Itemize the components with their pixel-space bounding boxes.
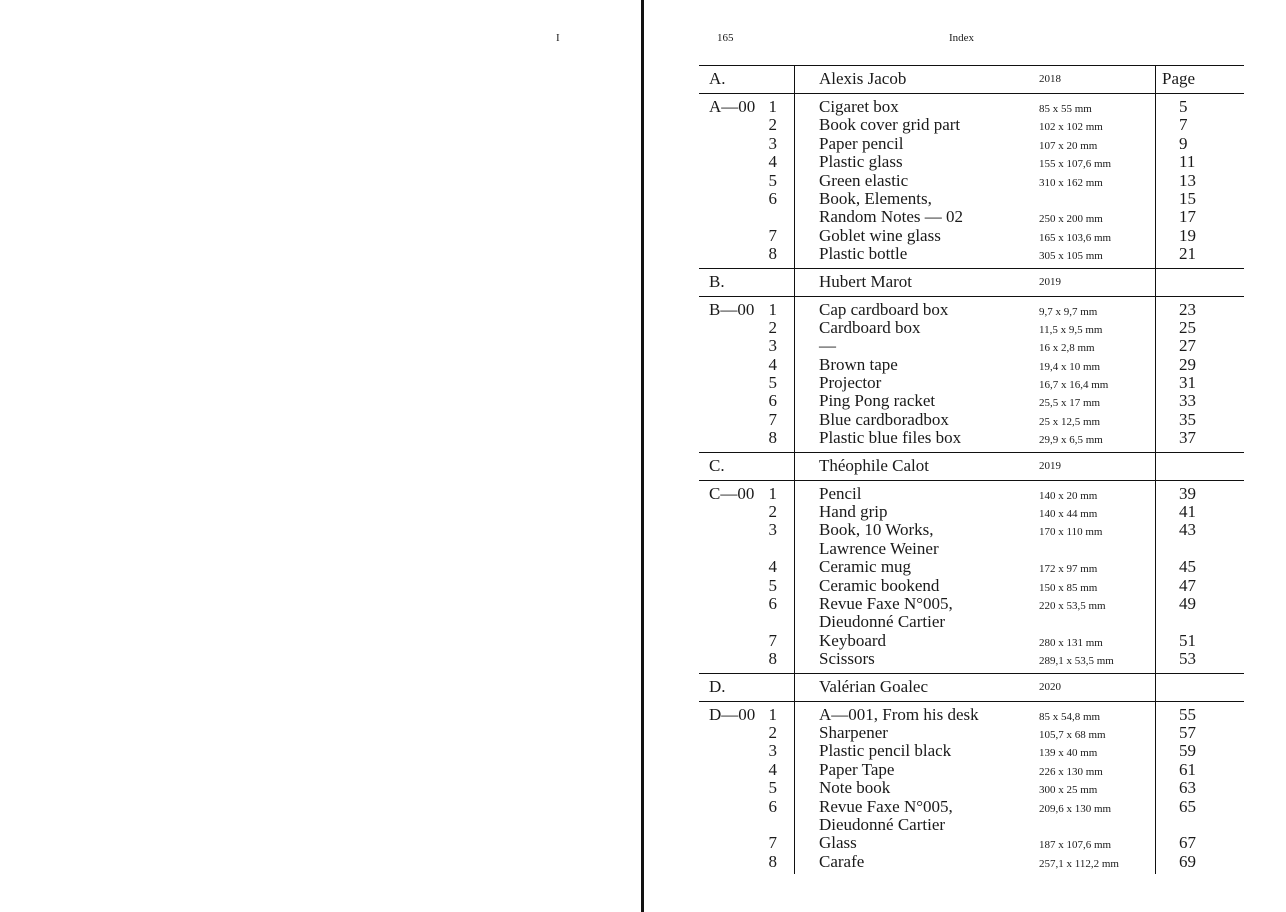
entry-line (699, 135, 1244, 153)
entry-line (699, 116, 1244, 134)
entry-title: Dieudonné Cartier (819, 612, 946, 632)
entry-number: 1 (768, 483, 777, 503)
entry-code: C—00 (709, 483, 755, 503)
entry-number: 4 (768, 152, 777, 172)
entry-dimensions: 170 x 110 mm (1039, 526, 1103, 539)
entry-line (699, 761, 1244, 779)
index-entry (699, 411, 1244, 429)
entry-title: Book, Elements, (819, 188, 932, 208)
entry-title: Carafe (819, 851, 865, 871)
entry-number: 5 (768, 373, 777, 393)
section-year: 2019 (1039, 275, 1061, 288)
entry-line (699, 98, 1244, 116)
index-table (699, 65, 1244, 875)
entry-page-number: 57 (1179, 722, 1196, 742)
entry-line (699, 356, 1244, 374)
entry-page-number: 53 (1179, 649, 1196, 669)
index-entry (699, 742, 1244, 760)
entry-page-number: 35 (1179, 409, 1196, 429)
entry-dimensions: 257,1 x 112,2 mm (1039, 857, 1119, 870)
entry-line (699, 429, 1244, 447)
entry-line (699, 650, 1244, 668)
section-year: 2020 (1039, 680, 1061, 693)
entry-number: 3 (768, 741, 777, 761)
section-header (699, 673, 1244, 702)
entry-line (699, 319, 1244, 337)
entry-dimensions: 310 x 162 mm (1039, 176, 1103, 189)
entry-number: 8 (768, 851, 777, 871)
entry-page-number: 61 (1179, 759, 1196, 779)
entry-line (699, 392, 1244, 410)
entry-title: Ceramic mug (819, 557, 912, 577)
entry-dimensions: 140 x 20 mm (1039, 489, 1098, 502)
entry-dimensions: 155 x 107,6 mm (1039, 158, 1112, 171)
entry-dimensions: 140 x 44 mm (1039, 508, 1098, 521)
entry-line (699, 798, 1244, 816)
entry-number: 6 (768, 391, 777, 411)
entry-line (699, 706, 1244, 724)
entry-dimensions: 85 x 55 mm (1039, 103, 1092, 115)
entry-line (699, 577, 1244, 595)
entry-title: Blue cardboradbox (819, 409, 949, 429)
index-entry (699, 392, 1244, 410)
entry-page-number: 13 (1179, 170, 1196, 190)
index-entry (699, 98, 1244, 116)
entry-page-number: 67 (1179, 833, 1196, 853)
entry-dimensions: 300 x 25 mm (1039, 784, 1098, 797)
index-entry (699, 116, 1244, 134)
entry-dimensions: 25 x 12,5 mm (1039, 415, 1101, 428)
entry-title: Cigaret box (819, 97, 899, 116)
entry-dimensions: 289,1 x 53,5 mm (1039, 655, 1114, 668)
entry-title: Ceramic bookend (819, 575, 940, 595)
entry-page-number: 21 (1179, 244, 1196, 264)
entry-title: Plastic bottle (819, 244, 908, 264)
entry-page-number: 17 (1179, 207, 1196, 227)
entry-page-number: 29 (1179, 354, 1196, 374)
entry-title: Pencil (819, 483, 862, 503)
entry-page-number: 63 (1179, 778, 1196, 798)
index-sections (699, 65, 1244, 875)
entry-line (699, 301, 1244, 319)
entry-line (699, 190, 1244, 208)
entry-title: Green elastic (819, 170, 909, 190)
index-entry (699, 558, 1244, 576)
index-entry (699, 761, 1244, 779)
entry-page-number: 23 (1179, 299, 1196, 319)
entry-number: 3 (768, 520, 777, 540)
entry-number: 7 (768, 630, 777, 650)
entry-dimensions: 19,4 x 10 mm (1039, 360, 1101, 373)
entry-title: Plastic blue files box (819, 428, 962, 448)
entry-number: 8 (768, 244, 777, 264)
entry-title: Cap cardboard box (819, 299, 949, 319)
entry-number: 7 (768, 225, 777, 245)
entry-number: 3 (768, 133, 777, 153)
entry-number: 5 (768, 575, 777, 595)
entry-page-number: 9 (1179, 133, 1188, 153)
entry-dimensions: 305 x 105 mm (1039, 250, 1103, 263)
entry-page-number: 15 (1179, 188, 1196, 208)
entry-number: 5 (768, 778, 777, 798)
right-page-folio: 165 (717, 32, 734, 44)
entry-line (699, 208, 1244, 226)
entry-dimensions: 85 x 54,8 mm (1039, 710, 1101, 723)
entry-number: 1 (768, 97, 777, 116)
entry-line (699, 595, 1244, 613)
entry-dimensions: 280 x 131 mm (1039, 636, 1103, 649)
entry-dimensions: 250 x 200 mm (1039, 213, 1103, 226)
entry-title: Hand grip (819, 502, 888, 522)
entry-dimensions: 209,6 x 130 mm (1039, 802, 1112, 815)
entry-page-number: 25 (1179, 317, 1196, 337)
entry-number: 4 (768, 354, 777, 374)
section-letter: D. (709, 676, 726, 696)
section-year: 2018 (1039, 73, 1061, 85)
entry-line (699, 816, 1244, 834)
section-header (699, 65, 1244, 94)
entry-page-number: 5 (1179, 97, 1188, 116)
entry-line (699, 632, 1244, 650)
entry-list (699, 481, 1244, 673)
entry-number: 7 (768, 833, 777, 853)
entry-page-number: 69 (1179, 851, 1196, 871)
index-entry (699, 632, 1244, 650)
index-entry (699, 319, 1244, 337)
section-header (699, 452, 1244, 481)
entry-page-number: 7 (1179, 115, 1188, 135)
index-entry (699, 779, 1244, 797)
index-entry (699, 798, 1244, 835)
entry-title: Cardboard box (819, 317, 921, 337)
entry-line (699, 742, 1244, 760)
entry-dimensions: 165 x 103,6 mm (1039, 231, 1112, 244)
entry-dimensions: 107 x 20 mm (1039, 139, 1098, 152)
entry-title: Random Notes — 02 (819, 207, 964, 227)
entry-page-number: 31 (1179, 373, 1196, 393)
entry-number: 4 (768, 557, 777, 577)
entry-number: 2 (768, 722, 777, 742)
entry-list (699, 297, 1244, 452)
index-entry (699, 301, 1244, 319)
index-entry (699, 650, 1244, 668)
entry-page-number: 55 (1179, 704, 1196, 724)
entry-title: Lawrence Weiner (819, 538, 939, 558)
entry-dimensions: 187 x 107,6 mm (1039, 839, 1112, 852)
index-entry (699, 724, 1244, 742)
entry-page-number: 65 (1179, 796, 1196, 816)
entry-title: — (819, 336, 836, 356)
entry-code: A—00 (709, 97, 756, 116)
entry-page-number: 43 (1179, 520, 1196, 540)
entry-line (699, 485, 1244, 503)
entry-number: 2 (768, 317, 777, 337)
entry-title: Keyboard (819, 630, 887, 650)
index-entry (699, 834, 1244, 852)
entry-dimensions: 25,5 x 17 mm (1039, 397, 1101, 410)
entry-page-number: 27 (1179, 336, 1196, 356)
artist-name: Théophile Calot (819, 455, 930, 475)
entry-title: Revue Faxe N°005, (819, 593, 953, 613)
entry-number: 2 (768, 502, 777, 522)
entry-title: Sharpener (819, 722, 888, 742)
entry-page-number: 59 (1179, 741, 1196, 761)
entry-line (699, 834, 1244, 852)
section-letter: C. (709, 455, 725, 475)
entry-dimensions: 29,9 x 6,5 mm (1039, 434, 1103, 447)
entry-title: Note book (819, 778, 891, 798)
entry-code: D—00 (709, 704, 756, 724)
right-page (644, 0, 1286, 912)
index-entry (699, 190, 1244, 227)
section-year: 2019 (1039, 459, 1061, 472)
entry-number: 6 (768, 796, 777, 816)
entry-page-number: 49 (1179, 593, 1196, 613)
entry-page-number: 45 (1179, 557, 1196, 577)
page-column-header: Page (1162, 69, 1196, 88)
entry-title: Goblet wine glass (819, 225, 941, 245)
entry-title: Ping Pong racket (819, 391, 936, 411)
entry-title: Book cover grid part (819, 115, 961, 135)
entry-page-number: 37 (1179, 428, 1196, 448)
section-letter: A. (709, 69, 726, 88)
entry-line (699, 558, 1244, 576)
entry-page-number: 33 (1179, 391, 1196, 411)
entry-line (699, 613, 1244, 631)
entry-number: 6 (768, 188, 777, 208)
index-entry (699, 153, 1244, 171)
entry-line (699, 724, 1244, 742)
index-entry (699, 172, 1244, 190)
entry-title: Brown tape (819, 354, 898, 374)
entry-page-number: 51 (1179, 630, 1196, 650)
entry-number: 8 (768, 649, 777, 669)
entry-page-number: 39 (1179, 483, 1196, 503)
entry-line (699, 245, 1244, 263)
entry-number: 1 (768, 704, 777, 724)
entry-number: 7 (768, 409, 777, 429)
entry-dimensions: 139 x 40 mm (1039, 747, 1098, 760)
index-entry (699, 853, 1244, 871)
entry-dimensions: 9,7 x 9,7 mm (1039, 305, 1098, 318)
entry-dimensions: 150 x 85 mm (1039, 581, 1098, 594)
entry-title: Paper pencil (819, 133, 904, 153)
index-entry (699, 706, 1244, 724)
entry-dimensions: 105,7 x 68 mm (1039, 728, 1106, 741)
entry-number: 1 (768, 299, 777, 319)
entry-line (699, 540, 1244, 558)
entry-code: B—00 (709, 299, 755, 319)
entry-number: 2 (768, 115, 777, 135)
entry-dimensions: 11,5 x 9,5 mm (1039, 323, 1103, 336)
index-entry (699, 521, 1244, 558)
entry-dimensions: 226 x 130 mm (1039, 765, 1103, 778)
entry-page-number: 47 (1179, 575, 1196, 595)
index-entry (699, 503, 1244, 521)
index-entry (699, 429, 1244, 447)
artist-name: Valérian Goalec (819, 676, 929, 696)
entry-title: Dieudonné Cartier (819, 814, 946, 834)
entry-title: Paper Tape (819, 759, 895, 779)
entry-title: Book, 10 Works, (819, 520, 934, 540)
entry-title: Glass (819, 833, 857, 853)
entry-list (699, 702, 1244, 876)
entry-dimensions: 172 x 97 mm (1039, 563, 1098, 576)
index-entry (699, 135, 1244, 153)
index-entry (699, 577, 1244, 595)
entry-number: 4 (768, 759, 777, 779)
entry-dimensions: 16 x 2,8 mm (1039, 342, 1095, 355)
entry-line (699, 153, 1244, 171)
entry-dimensions: 220 x 53,5 mm (1039, 599, 1106, 612)
entry-dimensions: 102 x 102 mm (1039, 121, 1103, 134)
index-entry (699, 337, 1244, 355)
entry-line (699, 172, 1244, 190)
entry-line (699, 779, 1244, 797)
entry-title: Plastic glass (819, 152, 903, 172)
entry-number: 5 (768, 170, 777, 190)
section-header (699, 268, 1244, 297)
artist-name: Alexis Jacob (819, 69, 907, 88)
index-entry (699, 485, 1244, 503)
entry-page-number: 41 (1179, 502, 1196, 522)
artist-name: Hubert Marot (819, 271, 913, 291)
entry-line (699, 503, 1244, 521)
entry-title: Scissors (819, 649, 875, 669)
entry-number: 8 (768, 428, 777, 448)
entry-title: Projector (819, 373, 882, 393)
entry-line (699, 374, 1244, 392)
entry-title: Revue Faxe N°005, (819, 796, 953, 816)
left-page (0, 0, 641, 912)
entry-number: 3 (768, 336, 777, 356)
entry-line (699, 853, 1244, 871)
entry-title: Plastic pencil black (819, 741, 952, 761)
entry-page-number: 11 (1179, 152, 1196, 172)
entry-line (699, 411, 1244, 429)
section-letter: B. (709, 271, 725, 291)
entry-title: A—001, From his desk (819, 704, 979, 724)
entry-line (699, 227, 1244, 245)
index-entry (699, 595, 1244, 632)
entry-list (699, 94, 1244, 268)
entry-dimensions: 16,7 x 16,4 mm (1039, 379, 1109, 392)
index-entry (699, 374, 1244, 392)
entry-line (699, 337, 1244, 355)
index-entry (699, 245, 1244, 263)
entry-number: 6 (768, 593, 777, 613)
index-entry (699, 356, 1244, 374)
index-entry (699, 227, 1244, 245)
entry-line (699, 521, 1244, 539)
entry-page-number: 19 (1179, 225, 1196, 245)
running-head: Index (949, 32, 975, 44)
left-page-folio: I (556, 32, 560, 44)
